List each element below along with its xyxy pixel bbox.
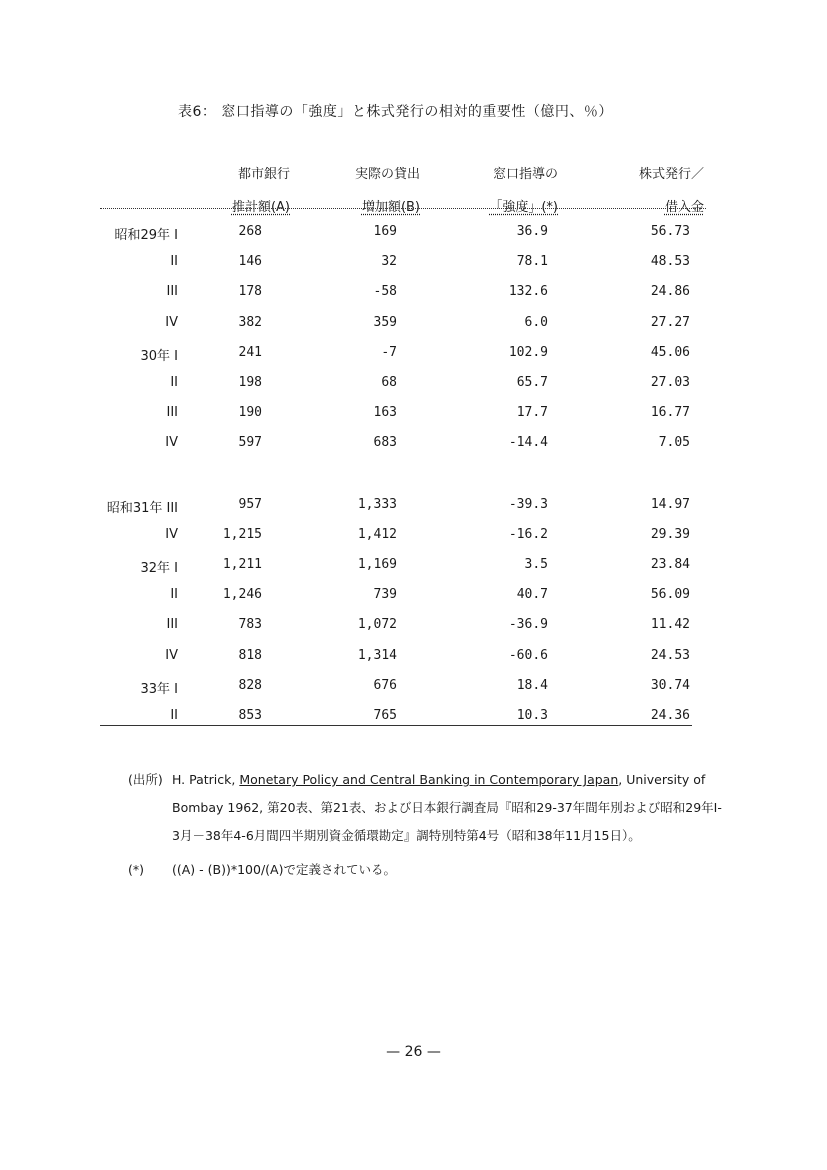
table-row <box>0 557 827 587</box>
header-b-line2: 増加額(B) <box>361 200 420 215</box>
period-cell: 30年 I <box>140 348 178 364</box>
loan-increase-b-cell: 169 <box>373 224 397 239</box>
equity-loan-ratio-cell: 45.06 <box>650 344 690 360</box>
table-row <box>0 527 827 557</box>
table-row <box>0 405 827 435</box>
equity-loan-ratio-cell: 23.84 <box>650 557 690 572</box>
source-label: (出所) <box>128 772 163 787</box>
bottom-rule <box>100 725 692 726</box>
estimate-a-cell: 957 <box>238 496 262 512</box>
intensity-cell: 40.7 <box>516 587 548 603</box>
loan-increase-b-cell: 676 <box>373 677 397 693</box>
table-row <box>0 224 827 254</box>
estimate-a-cell: 828 <box>238 677 262 693</box>
estimate-a-cell: 1,211 <box>222 557 262 572</box>
intensity-cell: 10.3 <box>516 708 548 723</box>
intensity-cell: 6.0 <box>524 314 548 330</box>
estimate-a-cell: 146 <box>238 254 262 270</box>
period-cell: 33年 I <box>140 681 178 697</box>
equity-loan-ratio-cell: 56.73 <box>650 224 690 239</box>
table-row <box>0 284 827 314</box>
equity-loan-ratio-cell: 24.36 <box>650 708 690 723</box>
header-ratio-line1: 株式発行／ <box>638 167 704 182</box>
estimate-a-cell: 382 <box>238 314 262 330</box>
equity-loan-ratio-cell: 56.09 <box>650 587 690 603</box>
equity-loan-ratio-cell: 7.05 <box>658 435 690 451</box>
intensity-cell: 3.5 <box>524 557 548 572</box>
intensity-cell: -16.2 <box>508 526 548 542</box>
loan-increase-b-cell: 1,412 <box>357 526 397 542</box>
table-title: 表6： 窓口指導の「強度」と株式発行の相対的重要性（億円、％） <box>178 104 613 120</box>
intensity-cell: 78.1 <box>516 254 548 270</box>
intensity-cell: 102.9 <box>508 344 548 360</box>
loan-increase-b-cell: 1,169 <box>357 557 397 572</box>
loan-increase-b-cell: 1,314 <box>357 647 397 663</box>
period-cell: IV <box>165 526 178 542</box>
period-cell: 32年 I <box>140 561 178 576</box>
equity-loan-ratio-cell: 27.27 <box>650 314 690 330</box>
estimate-a-cell: 190 <box>238 405 262 421</box>
header-b-line1: 実際の貸出 <box>354 167 420 182</box>
header-intensity-line1: 窓口指導の <box>492 167 558 182</box>
header-a <box>210 158 290 224</box>
table-row <box>0 375 827 405</box>
header-a-line1: 都市銀行 <box>237 167 290 182</box>
equity-loan-ratio-cell: 24.86 <box>650 284 690 300</box>
intensity-cell: -60.6 <box>508 647 548 663</box>
period-cell: II <box>170 375 178 390</box>
table-row <box>0 678 827 708</box>
table-row <box>0 435 827 465</box>
definition-label: (*) <box>128 862 145 877</box>
period-cell: III <box>166 284 178 300</box>
equity-loan-ratio-cell: 11.42 <box>650 617 690 633</box>
equity-loan-ratio-cell: 24.53 <box>650 647 690 663</box>
equity-loan-ratio-cell: 14.97 <box>650 496 690 512</box>
loan-increase-b-cell: 765 <box>373 708 397 723</box>
page-number: — 26 — <box>386 1044 441 1060</box>
table-row <box>0 648 827 678</box>
estimate-a-cell: 818 <box>238 647 262 663</box>
table-row <box>0 345 827 375</box>
period-cell: II <box>170 254 178 270</box>
estimate-a-cell: 1,246 <box>222 587 262 603</box>
equity-loan-ratio-cell: 30.74 <box>650 677 690 693</box>
period-cell: III <box>166 617 178 633</box>
loan-increase-b-cell: -7 <box>381 344 397 360</box>
estimate-a-cell: 268 <box>238 224 262 239</box>
intensity-cell: -14.4 <box>508 435 548 451</box>
table-row <box>0 708 827 738</box>
header-ratio-line2: 借入金 <box>664 200 704 215</box>
intensity-cell: 65.7 <box>516 375 548 390</box>
table-row <box>0 315 827 345</box>
loan-increase-b-cell: 68 <box>381 375 397 390</box>
intensity-cell: 132.6 <box>508 284 548 300</box>
source-author: H. Patrick, <box>172 772 240 787</box>
definition-note <box>128 856 728 884</box>
header-rule <box>100 208 706 209</box>
equity-loan-ratio-cell: 29.39 <box>650 526 690 542</box>
loan-increase-b-cell: 359 <box>373 314 397 330</box>
period-cell: 昭和31年 III <box>106 500 178 516</box>
equity-loan-ratio-cell: 16.77 <box>650 405 690 421</box>
loan-increase-b-cell: 32 <box>381 254 397 270</box>
loan-increase-b-cell: 683 <box>373 435 397 451</box>
estimate-a-cell: 783 <box>238 617 262 633</box>
loan-increase-b-cell: 1,072 <box>357 617 397 633</box>
source-book-title: Monetary Policy and Central Banking in Contemporary Japan <box>239 772 619 787</box>
loan-increase-b-cell: -58 <box>373 284 397 300</box>
estimate-a-cell: 241 <box>238 344 262 360</box>
period-cell: 昭和29年 I <box>114 228 178 243</box>
estimate-a-cell: 178 <box>238 284 262 300</box>
table-row <box>0 254 827 284</box>
intensity-cell: 36.9 <box>516 224 548 239</box>
header-a-line2: 推計額(A) <box>231 200 290 215</box>
definition-text: ((A) - (B))*100/(A)で定義されている。 <box>172 862 396 877</box>
header-intensity <box>460 158 558 224</box>
table-row <box>0 497 827 527</box>
header-intensity-line2: 「強度」(*) <box>489 200 558 215</box>
loan-increase-b-cell: 1,333 <box>357 496 397 512</box>
loan-increase-b-cell: 739 <box>373 587 397 603</box>
estimate-a-cell: 1,215 <box>222 526 262 542</box>
estimate-a-cell: 597 <box>238 435 262 451</box>
period-cell: IV <box>165 314 178 330</box>
intensity-cell: -39.3 <box>508 496 548 512</box>
estimate-a-cell: 853 <box>238 708 262 723</box>
period-cell: III <box>166 405 178 421</box>
intensity-cell: 18.4 <box>516 677 548 693</box>
estimate-a-cell: 198 <box>238 375 262 390</box>
equity-loan-ratio-cell: 27.03 <box>650 375 690 390</box>
table-row <box>0 587 827 617</box>
equity-loan-ratio-cell: 48.53 <box>650 254 690 270</box>
period-cell: IV <box>165 647 178 663</box>
notes <box>128 766 728 884</box>
intensity-cell: -36.9 <box>508 617 548 633</box>
source-details: , University of Bombay 1962, 第20表、第21表、および日本銀行調査局『昭和29-37年間年別および昭和29年I-3月－38年4-6月間四半期別資金循環勘定』調特別特第4号（昭和38年11月15日）。 <box>172 772 722 843</box>
period-cell: II <box>170 587 178 603</box>
source-note <box>128 766 728 850</box>
header-b <box>330 158 420 224</box>
intensity-cell: 17.7 <box>516 405 548 421</box>
period-cell: II <box>170 708 178 723</box>
loan-increase-b-cell: 163 <box>373 405 397 421</box>
table-row <box>0 617 827 647</box>
period-cell: IV <box>165 435 178 451</box>
header-ratio <box>600 158 704 224</box>
